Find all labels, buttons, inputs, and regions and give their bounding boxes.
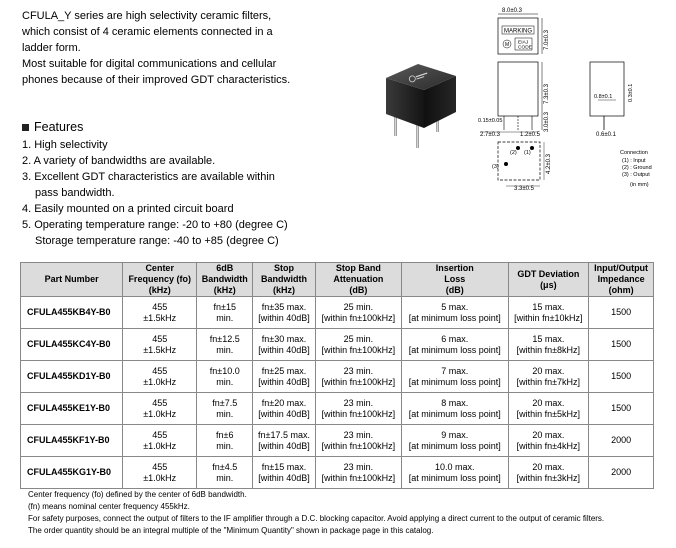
- header-line: (kHz): [273, 285, 296, 295]
- cell-line: [at minimum loss point]: [408, 472, 501, 483]
- cell-il: [401, 393, 508, 425]
- cell-cf: [123, 361, 197, 393]
- cell-att: [315, 457, 401, 489]
- header-line: (kHz): [148, 285, 171, 295]
- cell-line: 455: [152, 333, 168, 344]
- intro-line: CFULA_Y series are high selectivity ceramic filters,: [22, 10, 272, 22]
- cell-line: [within fn±100kHz]: [321, 408, 396, 419]
- header-line: (dB): [445, 285, 464, 295]
- pin-1-label: (1): [524, 150, 531, 156]
- cell-line: fn±35 max.: [261, 301, 307, 312]
- cell-part: CFULA455KD1Y-B0: [21, 361, 123, 393]
- cell-att: [315, 393, 401, 425]
- cell-line: 23 min.: [343, 365, 374, 376]
- note-line: (fn) means nominal center frequency 455kHz.: [28, 502, 190, 511]
- header-line: (μs): [540, 279, 557, 290]
- cell-line: [within fn±100kHz]: [321, 472, 396, 483]
- intro-line: phones because of their improved GDT characteristics.: [22, 74, 291, 86]
- cell-line: 15 max.: [532, 301, 565, 312]
- feature-line: 4. Easily mounted on a printed circuit board: [22, 203, 234, 215]
- dimension-drawing: [478, 4, 674, 194]
- note-line: For safety purposes, connect the output of filters to the IF amplifier through a D.C. blocking capacitor. Avoid applying a direct current to the output of ceramic filters.: [28, 514, 605, 523]
- table-row: [21, 393, 654, 425]
- cell-line: ±1.0kHz: [143, 440, 177, 451]
- header-line: Loss: [444, 274, 466, 284]
- notes: [28, 489, 668, 537]
- code-label: CODE: [518, 45, 532, 51]
- cell-part: CFULA455KE1Y-B0: [21, 393, 123, 425]
- cell-line: 23 min.: [343, 429, 374, 440]
- header-line: Center: [145, 263, 174, 273]
- cell-cf: [123, 329, 197, 361]
- cell-part: CFULA455KF1Y-B0: [21, 425, 123, 457]
- col-part-number-header: [21, 263, 123, 297]
- header-line: 6dB: [216, 263, 234, 273]
- cell-il: [401, 425, 508, 457]
- cell-bw6: [197, 361, 253, 393]
- cell-imp: 1500: [589, 393, 654, 425]
- cell-line: fn±15: [213, 301, 236, 312]
- pin-2-label: (2): [510, 150, 517, 156]
- col-6db-bandwidth-header: [197, 263, 253, 297]
- connection-pin-1: (1) : Input: [622, 158, 646, 164]
- cell-line: min.: [216, 408, 234, 419]
- col-gdt-deviation-header: [508, 263, 589, 297]
- connection-pin-2: (2) : Ground: [622, 165, 652, 171]
- cell-line: [within 40dB]: [258, 408, 310, 419]
- cell-il: [401, 329, 508, 361]
- eiaj-label: EIAJ: [518, 40, 529, 46]
- cell-line: [within 40dB]: [258, 472, 310, 483]
- unit-label: (in mm): [630, 182, 649, 188]
- cell-imp: 1500: [589, 297, 654, 329]
- cell-part: CFULA455KC4Y-B0: [21, 329, 123, 361]
- dim-span-left: 2.7±0.3: [480, 132, 500, 138]
- cell-line: fn±10.0: [209, 365, 240, 376]
- feature-line: pass bandwidth.: [35, 187, 115, 199]
- cell-line: [at minimum loss point]: [408, 408, 501, 419]
- cell-line: 455: [152, 365, 168, 376]
- table-body: [21, 297, 654, 489]
- cell-sbw: [253, 425, 316, 457]
- cell-line: fn±20 max.: [261, 397, 307, 408]
- connection-pin-3: (3) : Output: [622, 172, 650, 178]
- feature-item: [22, 137, 352, 153]
- cell-line: 20 max.: [532, 461, 565, 472]
- cell-line: 9 max.: [441, 429, 469, 440]
- cell-line: min.: [216, 440, 234, 451]
- col-insertion-loss-header: [401, 263, 508, 297]
- cell-imp: 1500: [589, 329, 654, 361]
- header-line: Attenuation: [333, 274, 384, 284]
- table-row: [21, 329, 654, 361]
- cell-line: 10.0 max.: [434, 461, 475, 472]
- cell-line: 25 min.: [343, 301, 374, 312]
- cell-att: [315, 297, 401, 329]
- cell-line: [within fn±100kHz]: [321, 312, 396, 323]
- cell-line: [within fn±100kHz]: [321, 440, 396, 451]
- cell-cf: [123, 425, 197, 457]
- spec-table: [20, 262, 654, 489]
- cell-att: [315, 425, 401, 457]
- cell-gdt: [508, 361, 589, 393]
- cell-line: [within fn±8kHz]: [516, 344, 581, 355]
- cell-sbw: [253, 297, 316, 329]
- cell-line: [at minimum loss point]: [408, 376, 501, 387]
- cell-line: min.: [216, 312, 234, 323]
- cell-imp: 2000: [589, 425, 654, 457]
- cell-sbw: [253, 329, 316, 361]
- cell-att: [315, 329, 401, 361]
- cell-gdt: [508, 329, 589, 361]
- cell-line: 455: [152, 301, 168, 312]
- cell-line: [within fn±100kHz]: [321, 344, 396, 355]
- cell-part: CFULA455KG1Y-B0: [21, 457, 123, 489]
- table-row: [21, 361, 654, 393]
- col-impedance-header: [589, 263, 654, 297]
- cell-line: ±1.0kHz: [143, 408, 177, 419]
- cell-line: fn±25 max.: [261, 365, 307, 376]
- intro-text: [22, 8, 352, 88]
- features-title: Features: [34, 120, 84, 134]
- cell-sbw: [253, 393, 316, 425]
- cell-line: [within fn±100kHz]: [321, 376, 396, 387]
- header-line: Frequency (fo): [128, 274, 191, 284]
- cell-part: CFULA455KB4Y-B0: [21, 297, 123, 329]
- feature-item: [22, 217, 352, 249]
- dim-top-height: 7.0±0.3: [544, 30, 550, 50]
- col-center-frequency-header: [123, 263, 197, 297]
- dim-top-width: 8.0±0.3: [502, 8, 522, 14]
- cell-line: [at minimum loss point]: [408, 440, 501, 451]
- cell-gdt: [508, 425, 589, 457]
- header-line: Bandwidth: [261, 274, 308, 284]
- dim-bottom-height: 4.2±0.3: [546, 154, 552, 174]
- cell-il: [401, 361, 508, 393]
- header-line: Impedance: [597, 274, 645, 284]
- col-stop-bandwidth-header: [253, 263, 316, 297]
- cell-cf: [123, 297, 197, 329]
- pin-3-label: (3): [492, 164, 499, 170]
- intro-line: ladder form.: [22, 42, 81, 54]
- cell-line: 6 max.: [441, 333, 469, 344]
- cell-line: 455: [152, 397, 168, 408]
- header-line: (dB): [349, 285, 368, 295]
- header-line: GDT Deviation: [517, 268, 580, 279]
- cell-line: [at minimum loss point]: [408, 344, 501, 355]
- feature-line: 1. High selectivity: [22, 139, 108, 151]
- cell-il: [401, 457, 508, 489]
- cell-line: ±1.5kHz: [143, 312, 177, 323]
- dim-lead-length: 3.0±0.3: [544, 112, 550, 132]
- bullet-square-icon: [22, 124, 29, 131]
- cell-line: 455: [152, 429, 168, 440]
- feature-line: 2. A variety of bandwidths are available.: [22, 155, 216, 167]
- cell-il: [401, 297, 508, 329]
- cell-gdt: [508, 457, 589, 489]
- cell-line: [within 40dB]: [258, 344, 310, 355]
- cell-bw6: [197, 297, 253, 329]
- intro-line: which consist of 4 ceramic elements connected in a: [22, 26, 273, 38]
- feature-item: [22, 153, 352, 169]
- cell-line: [within 40dB]: [258, 312, 310, 323]
- cell-line: fn±4.5: [212, 461, 238, 472]
- cell-line: fn±6: [216, 429, 234, 440]
- header-line: (kHz): [213, 285, 236, 295]
- cell-imp: 2000: [589, 457, 654, 489]
- cell-line: [within fn±7kHz]: [516, 376, 581, 387]
- cell-line: min.: [216, 376, 234, 387]
- feature-item: [22, 201, 352, 217]
- features-heading: [22, 120, 83, 134]
- cell-line: ±1.0kHz: [143, 472, 177, 483]
- intro-line: Most suitable for digital communications and cellular: [22, 58, 277, 70]
- cell-line: 20 max.: [532, 429, 565, 440]
- cell-line: [at minimum loss point]: [408, 312, 501, 323]
- cell-line: [within fn±3kHz]: [516, 472, 581, 483]
- header-line: Stop: [274, 263, 295, 273]
- cell-line: 20 max.: [532, 397, 565, 408]
- cell-line: 7 max.: [441, 365, 469, 376]
- cell-att: [315, 361, 401, 393]
- cell-gdt: [508, 393, 589, 425]
- cell-bw6: [197, 329, 253, 361]
- cell-bw6: [197, 457, 253, 489]
- dim-bottom-span: 3.3±0.5: [514, 186, 534, 192]
- cell-line: ±1.0kHz: [143, 376, 177, 387]
- dim-span-right: 1.2±0.5: [520, 132, 540, 138]
- table-row: [21, 297, 654, 329]
- cell-line: 20 max.: [532, 365, 565, 376]
- cell-sbw: [253, 361, 316, 393]
- note-line: Center frequency (fo) defined by the center of 6dB bandwidth.: [28, 490, 247, 499]
- cell-line: [within fn±5kHz]: [516, 408, 581, 419]
- dim-lead-thickness: 0.3±0.1: [628, 83, 634, 102]
- header-line: Stop Band: [335, 263, 381, 273]
- cell-line: fn±12.5: [209, 333, 240, 344]
- marking-label: MARKING: [504, 28, 533, 35]
- col-stop-band-attenuation-header: [315, 263, 401, 297]
- cell-line: 5 max.: [441, 301, 469, 312]
- feature-line: 3. Excellent GDT characteristics are available within: [22, 171, 275, 183]
- cell-line: fn±30 max.: [261, 333, 307, 344]
- cell-line: 15 max.: [532, 333, 565, 344]
- cell-line: min.: [216, 472, 234, 483]
- dim-body-height: 7.3±0.3: [544, 84, 550, 104]
- cell-line: 23 min.: [343, 397, 374, 408]
- cell-line: [within fn±4kHz]: [516, 440, 581, 451]
- svg-text:M: M: [505, 42, 510, 48]
- cell-line: 23 min.: [343, 461, 374, 472]
- feature-line: 5. Operating temperature range: -20 to +80 (degree C): [22, 219, 288, 231]
- header-line: (ohm): [608, 285, 634, 295]
- table-row: [21, 425, 654, 457]
- features-list: [22, 137, 352, 249]
- cell-cf: [123, 393, 197, 425]
- cell-line: fn±17.5 max.: [258, 429, 310, 440]
- header-line: Bandwidth: [201, 274, 248, 284]
- cell-line: ±1.5kHz: [143, 344, 177, 355]
- connection-title: Connection: [620, 150, 648, 156]
- cell-sbw: [253, 457, 316, 489]
- table-header-row: [21, 263, 654, 297]
- cell-bw6: [197, 393, 253, 425]
- dim-lead-w: 0.6±0.1: [596, 132, 616, 138]
- cell-bw6: [197, 425, 253, 457]
- cell-line: 455: [152, 461, 168, 472]
- feature-item: [22, 169, 352, 201]
- cell-gdt: [508, 297, 589, 329]
- product-photo: [372, 48, 468, 152]
- cell-line: [within 40dB]: [258, 376, 310, 387]
- cell-cf: [123, 457, 197, 489]
- cell-line: fn±15 max.: [261, 461, 307, 472]
- feature-line: Storage temperature range: -40 to +85 (degree C): [35, 235, 279, 247]
- cell-line: [within 40dB]: [258, 440, 310, 451]
- cell-line: 8 max.: [441, 397, 469, 408]
- cell-line: min.: [216, 344, 234, 355]
- table-row: [21, 457, 654, 489]
- dim-lead-pitch: 0.15±0.05: [478, 118, 503, 124]
- header-line: Insertion: [435, 263, 474, 273]
- cell-line: [within fn±10kHz]: [514, 312, 583, 323]
- cell-imp: 1500: [589, 361, 654, 393]
- header-line: Part Number: [44, 274, 99, 284]
- dim-lead-gap: 0.8±0.1: [594, 94, 613, 100]
- note-line: The order quantity should be an integral multiple of the "Minimum Quantity" shown in package page in this catalog.: [28, 526, 434, 535]
- header-line: Input/Output: [594, 263, 649, 273]
- cell-line: fn±7.5: [212, 397, 238, 408]
- cell-line: 25 min.: [343, 333, 374, 344]
